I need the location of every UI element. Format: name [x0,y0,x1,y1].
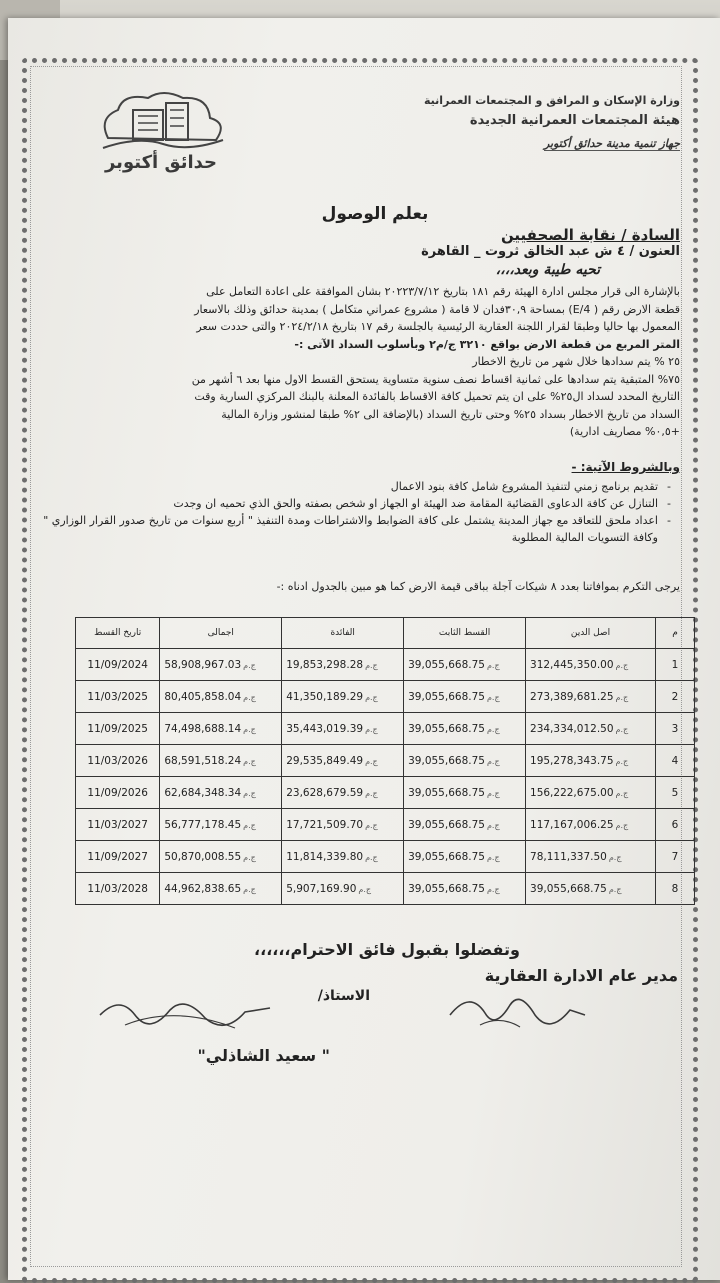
currency-label: ج.م [365,724,378,734]
cell-principal-value: 273,389,681.25 [530,690,614,703]
cell-total-value: 74,498,688.14 [164,722,242,735]
cell-total-value: 62,684,348.34 [164,786,242,799]
conditions-heading: وبالشروط الآتية: - [571,460,680,474]
currency-label: ج.م [615,820,629,830]
cell-interest [282,745,404,777]
ministry-name: وزارة الإسكان و المرافق و المجتمعات العمرانية [424,94,680,107]
currency-label: ج.م [365,660,378,670]
cell-interest [282,649,404,681]
cell-fixed [404,873,526,905]
cell-date: 11/09/2024 [76,649,160,681]
body-line: قطعة الارض رقم ( E/4) بمساحة ٣٠,٩فدان لا قامة ( مشروع عمراني متكامل ) بمدينة حدائق وذلك بالاسعار [194,302,680,316]
body-line: ٢٥ % يتم سدادها خلال شهر من تاريخ الاخطار [472,355,680,368]
cell-total [160,809,282,841]
cell-principal [526,713,656,745]
cell-principal [526,681,656,713]
body-line: المعمول بها حاليا وطبقا لقرار اللجنة العقارية الرئيسية بالجلسة رقم ١٧ بتاريخ ٢٠٢٤/٢/١٨ والتى حددت سعر [196,320,680,333]
installments-table [75,617,695,905]
table-row [76,649,695,681]
cell-principal [526,873,656,905]
condition-item: - اعداد ملحق للتعاقد مع جهاز المدينة يشتمل على كافة الضوابط والاشتراطات ومدة التنفيذ " أربع سنوات من تاريخ صدور القرار الوزاري " وكافة التسويات المالية المطلوبة [43,514,671,544]
cell-interest-value: 11,814,339.80 [286,850,364,863]
cell-interest-value: 17,721,509.70 [286,818,364,831]
cell-fixed-value: 39,055,668.75 [408,882,485,895]
cell-index: 7 [656,841,695,873]
currency-label: ج.م [615,724,629,734]
cell-interest [282,873,404,905]
cell-total [160,777,282,809]
signatory-name: " سعيد الشاذلي" [197,1046,330,1065]
cell-principal-value: 195,278,343.75 [530,754,614,767]
cell-total-value: 50,870,008.55 [164,850,242,863]
table-row [76,777,695,809]
cell-interest-value: 35,443,019.39 [286,722,364,735]
cell-total-value: 56,777,178.45 [164,818,242,831]
cell-total [160,649,282,681]
cell-principal-value: 234,334,012.50 [530,722,614,735]
cell-principal [526,649,656,681]
currency-label: ج.م [243,852,256,862]
cell-interest [282,681,404,713]
cell-index: 1 [656,649,695,681]
currency-label: ج.م [243,788,256,798]
cell-interest-value: 23,628,679.59 [286,786,364,799]
currency-label: ج.م [243,660,256,670]
cell-principal [526,841,656,873]
cell-principal [526,745,656,777]
cell-total [160,873,282,905]
currency-label: ج.م [358,884,372,894]
table-row [76,873,695,905]
cell-fixed [404,713,526,745]
cell-principal-value: 78,111,337.50 [530,850,607,863]
authority-name: هيئة المجتمعات العمرانية الجديدة [469,113,680,128]
col-header-interest: الفائدة [282,618,404,649]
cell-principal-value: 117,167,006.25 [530,818,614,831]
cell-interest-value: 41,350,189.29 [286,690,364,703]
closing-line: وتفضلوا بقبول فائق الاحترام،،،،،، [254,940,520,959]
col-header-total: اجمالى [160,618,282,649]
col-header-index: م [656,618,695,649]
cell-fixed-value: 39,055,668.75 [408,722,485,735]
currency-label: ج.م [365,820,378,830]
currency-label: ج.م [486,756,500,766]
cell-date: 11/09/2027 [76,841,160,873]
col-header-fixed: القسط الثابت [404,618,526,649]
signatory-title: مدير عام الادارة العقارية [484,966,678,985]
cell-total-value: 80,405,858.04 [164,690,242,703]
recipient-name: السادة / نقابة الصحفيين [500,226,680,244]
body-line: المتر المربع من قطعة الارض بواقع ٣٢١٠ ج/م٢ وبأسلوب السداد الآتى :- [294,337,680,351]
currency-label: ج.م [486,660,500,670]
cell-fixed [404,809,526,841]
cell-total [160,841,282,873]
cell-date: 11/09/2026 [76,777,160,809]
greeting: تحيه طيبة وبعد،،،، [495,262,600,278]
currency-label: ج.م [486,884,500,894]
table-header-row [76,618,695,649]
cell-interest-value: 5,907,169.90 [286,882,357,895]
currency-label: ج.م [243,884,256,894]
cell-interest-value: 29,535,849.49 [286,754,364,767]
cell-interest [282,809,404,841]
condition-item: - التنازل عن كافة الدعاوى القضائية المقامة ضد الهيئة او الجهاز او شخص بصفته والحق الذي تحميه ان وجدت [173,497,671,510]
body-line: السداد من تاريخ الاخطار بسداد ٢٥% وحتى تاريخ السداد (بالإضافة الى ٢% طبقا لمنشور وزارة المالية [221,407,680,421]
closing-request: يرجى التكرم بموافاتنا بعدد ٨ شيكات آجلة بباقى قيمة الارض كما هو مبين بالجدول ادناه :- [276,580,680,593]
cell-index: 4 [656,745,695,777]
currency-label: ج.م [486,724,500,734]
cell-total [160,681,282,713]
currency-label: ج.م [365,852,378,862]
cell-date: 11/03/2026 [76,745,160,777]
col-header-principal: اصل الدين [526,618,656,649]
cell-index: 3 [656,713,695,745]
cell-total-value: 58,908,967.03 [164,658,242,671]
cell-date: 11/03/2027 [76,809,160,841]
cell-index: 5 [656,777,695,809]
cell-principal [526,809,656,841]
cell-fixed [404,681,526,713]
currency-label: ج.م [486,692,500,702]
body-line: +٠,٥% مصاريف ادارية) [569,425,680,438]
currency-label: ج.م [615,756,629,766]
handwritten-signature-2 [95,990,275,1040]
cell-fixed [404,745,526,777]
cell-index: 8 [656,873,695,905]
body-line: ٧٥% المتبقية يتم سدادها على ثمانية اقساط نصف سنوية متساوية يستحق القسط الاول منها بعد ٦ أشهر من [191,372,680,386]
col-header-date: تاريخ القسط [76,618,160,649]
currency-label: ج.م [243,724,256,734]
currency-label: ج.م [243,820,256,830]
currency-label: ج.م [243,692,256,702]
body-line: بالإشارة الى قرار مجلس ادارة الهيئة رقم ١٨١ بتاريخ ٢٠٢٢٣/٧/١٢ بشان الموافقة على اعادة التعامل على [206,285,680,298]
body-line: التاريخ المحدد لسداد ال٢٥% على ان يتم تحميل كافة الاقساط بالفائدة المعلنة بالبنك المركزي السارية وقت [194,390,680,403]
cell-fixed-value: 39,055,668.75 [408,850,485,863]
currency-label: ج.م [243,756,256,766]
table-row [76,745,695,777]
currency-label: ج.م [365,692,378,702]
currency-label: ج.م [608,852,622,862]
currency-label: ج.م [365,756,378,766]
letter-body [40,283,680,441]
logo-text: حدائق أكتوبر [104,152,218,173]
cell-total [160,745,282,777]
cell-fixed [404,777,526,809]
currency-label: ج.م [486,788,500,798]
cell-fixed [404,841,526,873]
cell-principal-value: 312,445,350.00 [530,658,614,671]
cell-interest [282,713,404,745]
cell-fixed-value: 39,055,668.75 [408,658,485,671]
cell-index: 6 [656,809,695,841]
signatory-prefix: الاستاذ/ [317,988,370,1004]
letter-title: بعلم الوصول [321,204,429,224]
currency-label: ج.م [486,820,500,830]
condition-item: - تقديم برنامج زمني لتنفيذ المشروع شامل كافة بنود الاعمال [390,480,671,493]
currency-label: ج.م [486,852,500,862]
recipient-address: العنون / ٤ ش عبد الخالق ثروت _ القاهرة [421,244,680,259]
conditions-list [40,478,680,546]
cell-principal-value: 39,055,668.75 [530,882,607,895]
table-row [76,681,695,713]
cell-interest-value: 19,853,298.28 [286,658,364,671]
cell-interest [282,841,404,873]
table-row [76,809,695,841]
cell-total-value: 44,962,838.65 [164,882,242,895]
table-row [76,713,695,745]
currency-label: ج.م [615,788,629,798]
cell-date: 11/03/2025 [76,681,160,713]
cell-fixed-value: 39,055,668.75 [408,690,485,703]
cell-fixed-value: 39,055,668.75 [408,786,485,799]
cell-index: 2 [656,681,695,713]
agency-name: جهاز تنمية مدينة حدائق أكتوبر [543,137,680,150]
cell-fixed-value: 39,055,668.75 [408,818,485,831]
cell-date: 11/03/2028 [76,873,160,905]
cell-date: 11/09/2025 [76,713,160,745]
letterhead [390,94,680,151]
cell-fixed-value: 39,055,668.75 [408,754,485,767]
cell-principal [526,777,656,809]
cell-total [160,713,282,745]
currency-label: ج.م [608,884,622,894]
cell-total-value: 68,591,518.24 [164,754,242,767]
cell-fixed [404,649,526,681]
cell-principal-value: 156,222,675.00 [530,786,614,799]
handwritten-signature [440,985,590,1035]
currency-label: ج.م [615,660,629,670]
currency-label: ج.م [365,788,378,798]
cell-interest [282,777,404,809]
currency-label: ج.م [615,692,629,702]
table-row [76,841,695,873]
